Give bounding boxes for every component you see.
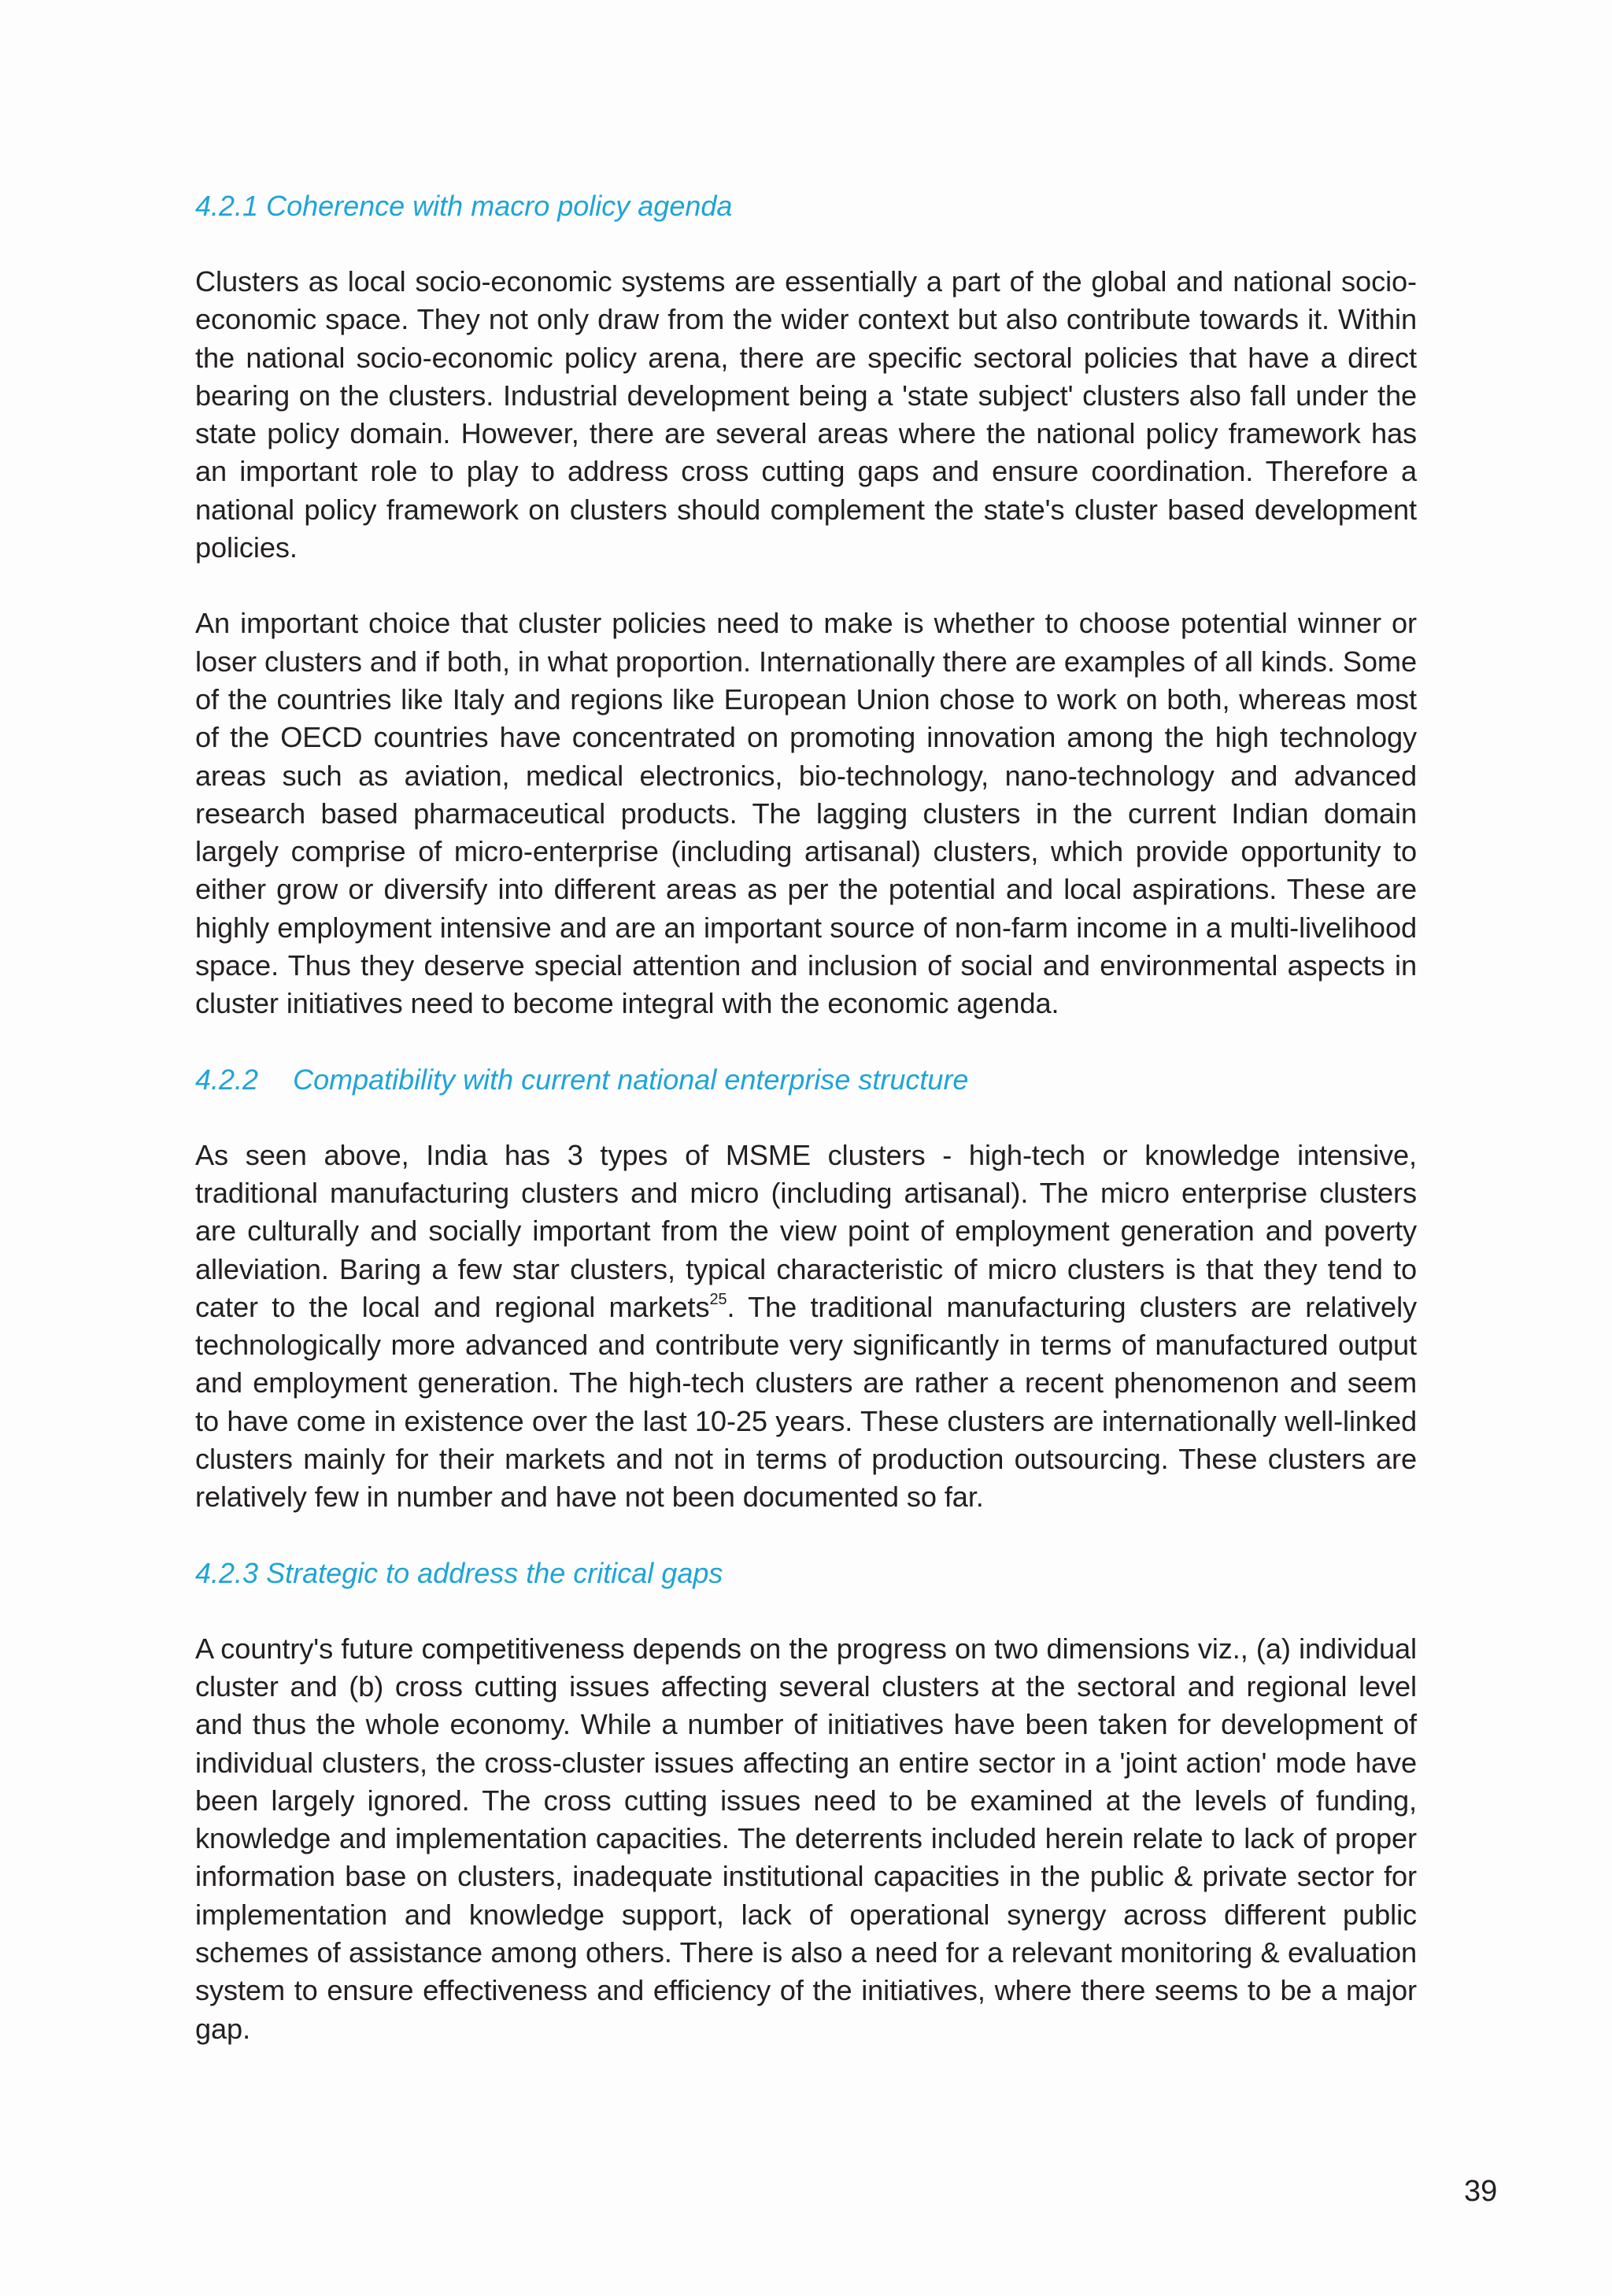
paragraph-text: As seen above, India has 3 types of MSME clusters - high-tech or knowledge intensive, traditional manufacturing clusters and micro (including artisanal). The micro enterprise clusters are culturally and socially important from the view point of employment generation and poverty alleviation. Baring a few star clusters, typical characteristic of micro clusters is that they tend to cater to the local and regional markets [195, 1138, 1417, 1323]
document-page [195, 187, 1417, 2086]
paragraph: An important choice that cluster policies need to make is whether to choose potential winner or loser clusters and if both, in what proportion. Internationally there are examples of all kinds. Some of the countries like Italy and regions like European Union chose to work on both, whereas most of the OECD countries have concentrated on promoting innovation among the high technology areas such as aviation, medical electronics, bio-technology, nano-technology and advanced research based pharmaceutical products. The lagging clusters in the current Indian domain largely comprise of micro-enterprise (including artisanal) clusters, which provide opportunity to either grow or diversify into different areas as per the potential and local aspirations. These are highly employment intensive and are an important source of non-farm income in a multi-livelihood space. Thus they deserve special attention and inclusion of social and environmental aspects in cluster initiatives need to become integral with the economic agenda. [195, 607, 1417, 1020]
section-heading-4-2-2 [195, 1061, 1417, 1099]
section-title: Compatibility with current national enterprise structure [293, 1063, 969, 1096]
section-heading-4-2-1: 4.2.1 Coherence with macro policy agenda [195, 190, 733, 222]
footnote-reference[interactable]: 25 [709, 1290, 727, 1308]
section-number: 4.2.2 [195, 1063, 259, 1096]
paragraph: A country's future competitiveness depends on the progress on two dimensions viz., (a) individual cluster and (b) cross cutting issues affecting several clusters at the sectoral and regional level and thus the whole economy. While a number of initiatives have been taken for development of individual clusters, the cross-cluster issues affecting an entire sector in a 'joint action' mode have been largely ignored. The cross cutting issues need to be examined at the levels of funding, knowledge and implementation capacities. The deterrents included herein relate to lack of proper information base on clusters, inadequate institutional capacities in the public & private sector for implementation and knowledge support, lack of operational synergy across different public schemes of assistance among others. There is also a need for a relevant monitoring & evaluation system to ensure effectiveness and efficiency of the initiatives, where there seems to be a major gap. [195, 1632, 1417, 2045]
section-heading-4-2-3: 4.2.3 Strategic to address the critical gaps [195, 1556, 723, 1589]
paragraph-text: . The traditional manufacturing clusters are relatively technologically more advanced and contribute very significantly in terms of manufactured output and employment generation. The high-tech clusters are rather a recent phenomenon and seem to have come in existence over the last 10-25 years. These clusters are internationally well-linked clusters mainly for their markets and not in terms of production outsourcing. These clusters are relatively few in number and have not been documented so far. [195, 1290, 1418, 1514]
paragraph [195, 1137, 1417, 1517]
page-number: 39 [1464, 2175, 1498, 2208]
paragraph: Clusters as local socio-economic systems are essentially a part of the global and national socio-economic space. They not only draw from the wider context but also contribute towards it. Within the national socio-economic policy arena, there are specific sectoral policies that have a direct bearing on the clusters. Industrial development being a 'state subject' clusters also fall under the state policy domain. However, there are several areas where the national policy framework has an important role to play to address cross cutting gaps and ensure coordination. Therefore a national policy framework on clusters should complement the state's cluster based development policies. [195, 265, 1417, 564]
